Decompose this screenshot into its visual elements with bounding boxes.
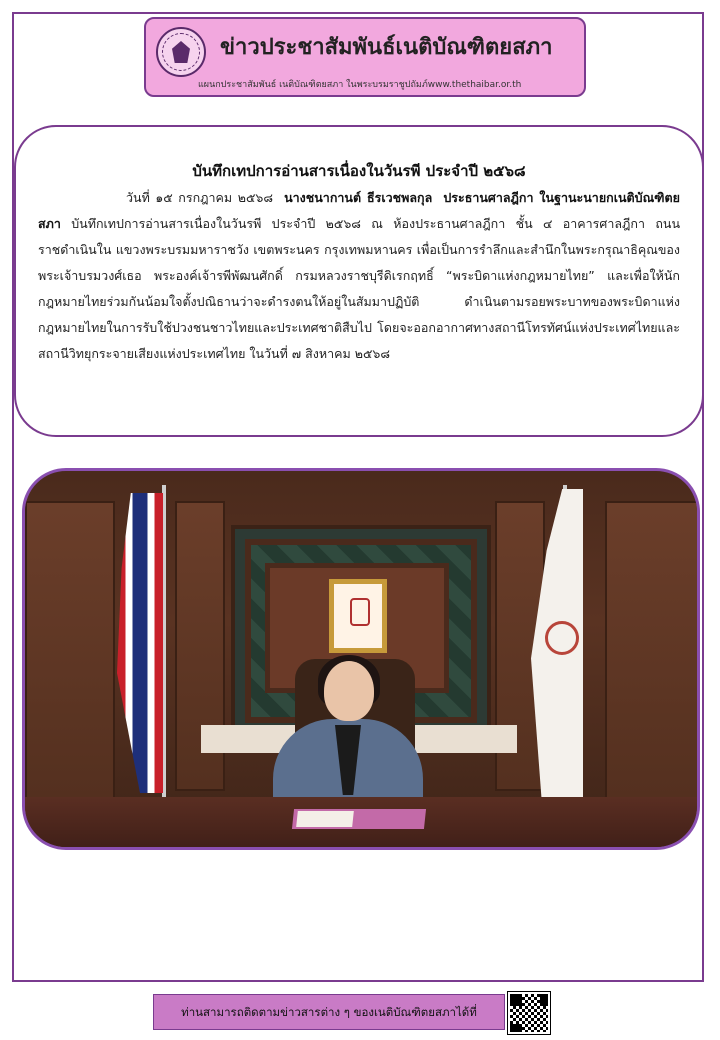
- thai-bar-seal-icon: [156, 27, 206, 77]
- banner-title: ข่าวประชาสัมพันธ์เนติบัณฑิตยสภา: [220, 35, 553, 60]
- header-banner: [144, 17, 586, 97]
- banner-subtitle: แผนกประชาสัมพันธ์ เนติบัณฑิตยสภา ในพระบรมราชูปถัมภ์www.thethaibar.or.th: [198, 80, 522, 90]
- article-text: บันทึกเทปการอ่านสารเนื่องในวันรพี ประจำปี ๒๕๖๘ ณ ห้องประธานศาลฎีกา ชั้น ๔ อาคารศาลฎีกา ถนนราชดำเนินใน แขวงพระบรมมหาราชวัง เขตพระนคร กรุงเทพมหานคร เพื่อเป็นการรำลึกและสำนึกในพระกรุณาธิคุณของพระเจ้าบรมวงศ์เธอ พระองค์เจ้ารพีพัฒนศักดิ์ กรมหลวงราชบุรีดิเรกฤทธิ์ “พระบิดาแห่งกฎหมายไทย” และเพื่อให้นักกฎหมายไทยร่วมกันน้อมใจตั้งปณิธานว่าจะดำรงตนให้อยู่ในสัมมาปฏิบัติ ดำเนินตามรอยพระบาทของพระบิดาแห่งกฎหมายไทยในการรับใช้ปวงชนชาวไทยและประเทศชาติสืบไป โดยจะออกอากาศทางสถานีโทรทัศน์แห่งประเทศไทยและสถานีวิทยุกระจายเสียงแห่งประเทศไทย ในวันที่ ๗ สิงหาคม ๒๕๖๘: [38, 216, 680, 361]
- footer-text: ท่านสามารถติดตามข่าวสารต่าง ๆ ของเนติบัณฑิตยสภาได้ที่: [181, 1005, 477, 1019]
- article-title: บันทึกเทปการอ่านสารเนื่องในวันรพี ประจำปี ๒๕๖๘: [192, 162, 526, 180]
- article-body: [38, 185, 680, 367]
- footer-banner: [153, 994, 505, 1030]
- qr-code-icon[interactable]: [508, 992, 550, 1034]
- thai-flag: [117, 493, 163, 793]
- article-card: [14, 125, 704, 437]
- folder: [292, 809, 426, 829]
- event-photo: [22, 468, 700, 850]
- article-date: วันที่ ๑๕ กรกฎาคม ๒๕๖๘: [126, 190, 273, 205]
- article-position: ประธานศาลฎีกา ในฐานะนายกเนติบัณฑิตยสภา: [38, 190, 680, 231]
- article-person: นางชนากานต์ ธีรเวชพลกุล: [284, 190, 433, 205]
